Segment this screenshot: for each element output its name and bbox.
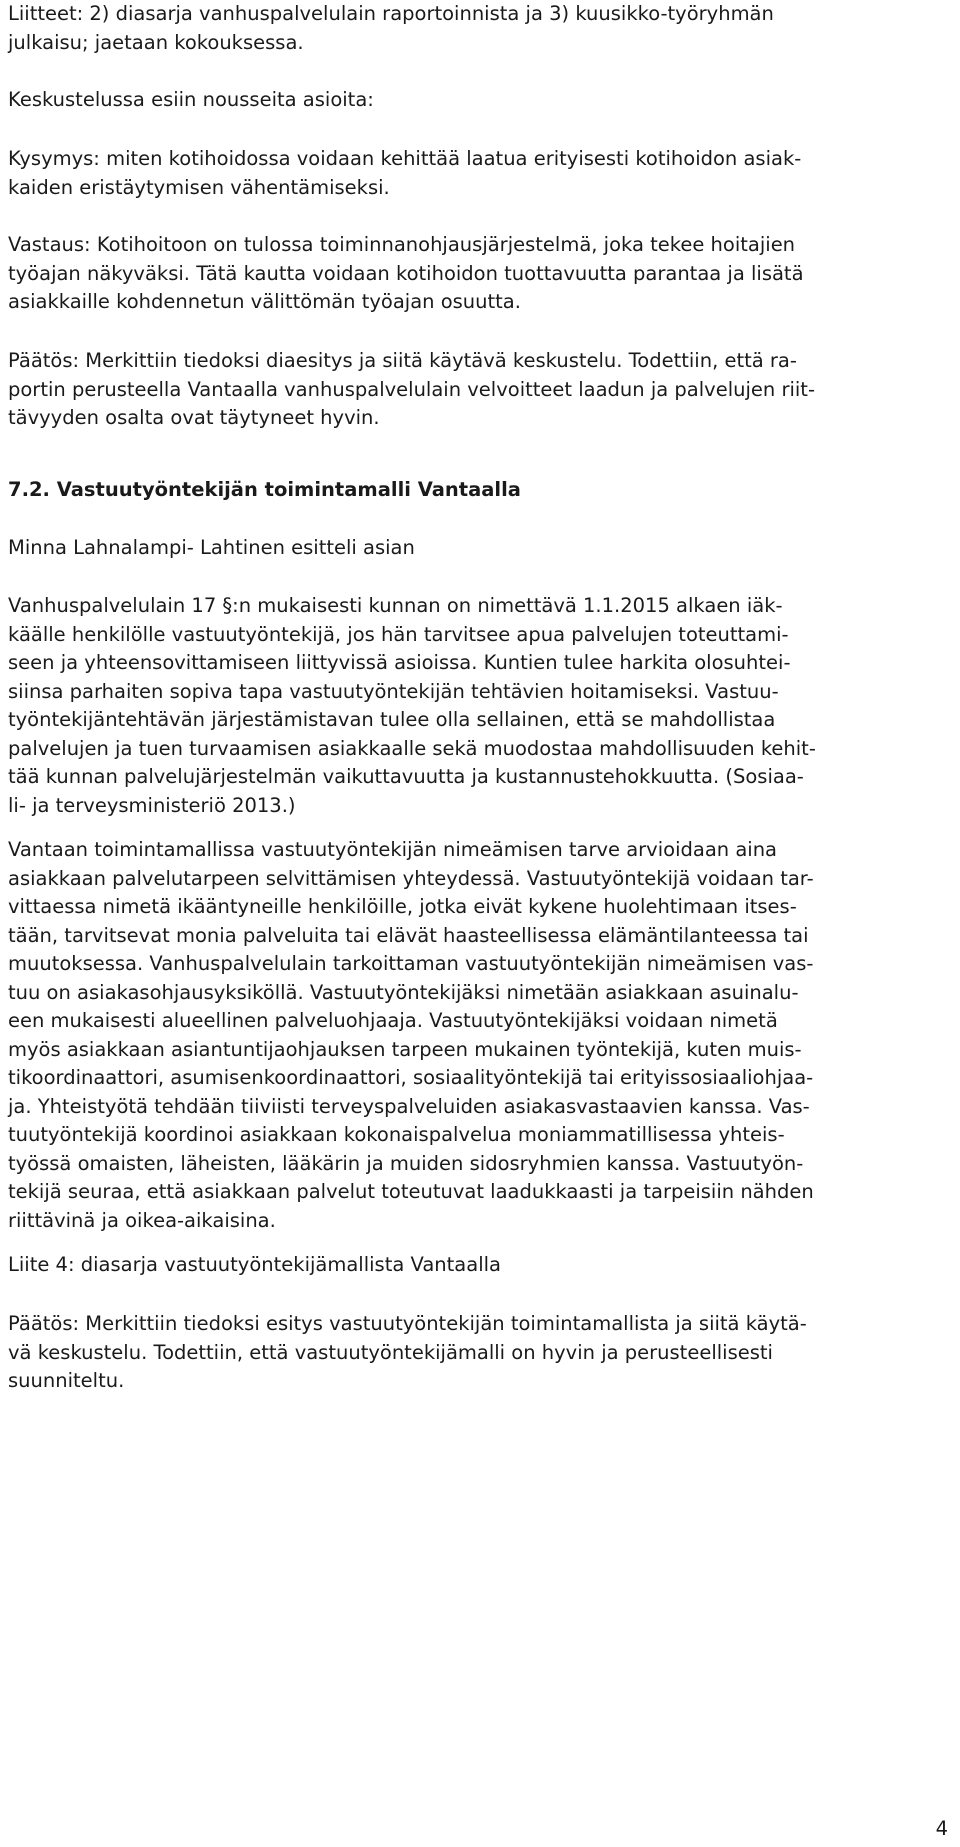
attachment-4-paragraph: [8, 1251, 501, 1280]
attachments-paragraph: [8, 0, 774, 57]
text-line: Liitteet: 2) diasarja vanhuspalvelulain raportoinnista ja 3) kuusikko-työryhmän: [8, 2, 774, 25]
law-paragraph: [8, 592, 816, 820]
text-line: een mukaisesti alueellinen palveluohjaaja. Vastuutyöntekijäksi voidaan nimetä: [8, 1009, 778, 1032]
page-number: 4: [935, 1817, 948, 1840]
text-line: suunniteltu.: [8, 1369, 125, 1392]
text-line: Päätös: Merkittiin tiedoksi diaesitys ja siitä käytävä keskustelu. Todettiin, että ra-: [8, 349, 797, 372]
presenter-paragraph: [8, 534, 415, 563]
text-line: seen ja yhteensovittamiseen liittyvissä asioissa. Kuntien tulee harkita olosuhtei-: [8, 651, 791, 674]
text-line: siinsa parhaiten sopiva tapa vastuutyöntekijän tehtävien hoitamiseksi. Vastuu-: [8, 679, 779, 703]
text-line: Päätös: Merkittiin tiedoksi esitys vastuutyöntekijän toimintamallista ja siitä käytä-: [8, 1312, 807, 1335]
question-paragraph: [8, 145, 801, 202]
text-line: asiakkaille kohdennetun välittömän työajan osuutta.: [8, 290, 521, 313]
text-line: portin perusteella Vantaalla vanhuspalvelulain velvoitteet laadun ja palvelujen riit-: [8, 377, 815, 401]
text-line: palvelujen ja tuen turvaamisen asiakkaalle sekä muodostaa mahdollisuuden kehit-: [8, 736, 816, 760]
text-line: Liite 4: diasarja vastuutyöntekijämallista Vantaalla: [8, 1253, 501, 1276]
text-line: tävyyden osalta ovat täytyneet hyvin.: [8, 406, 380, 429]
text-line: Kysymys: miten kotihoidossa voidaan kehittää laatua erityisesti kotihoidon asiak-: [8, 147, 802, 170]
text-line: riittävinä ja oikea-aikaisina.: [8, 1208, 276, 1232]
text-line: vittaessa nimetä ikääntyneille henkilöille, jotka eivät kykene huolehtimaan itses-: [8, 895, 797, 918]
text-line: Keskustelussa esiin nousseita asioita:: [8, 88, 374, 111]
text-line: työntekijäntehtävän järjestämistavan tulee olla sellainen, että se mahdollistaa: [8, 708, 776, 731]
decision-paragraph-1: [8, 347, 815, 433]
text-line: käälle henkilölle vastuutyöntekijä, jos hän tarvitsee apua palvelujen toteuttami-: [8, 622, 789, 646]
model-paragraph: [8, 836, 814, 1235]
text-line: tuu on asiakasohjausyksiköllä. Vastuutyöntekijäksi nimetään asiakkaan asuinalu-: [8, 980, 799, 1004]
text-line: Vastaus: Kotihoitoon on tulossa toiminnanohjausjärjestelmä, joka tekee hoitajien: [8, 233, 796, 256]
text-line: kaiden eristäytymisen vähentämiseksi.: [8, 175, 390, 199]
text-line: vä keskustelu. Todettiin, että vastuutyöntekijämalli on hyvin ja perusteellisesti: [8, 1340, 773, 1364]
text-line: Minna Lahnalampi- Lahtinen esitteli asian: [8, 536, 415, 559]
text-line: Vantaan toimintamallissa vastuutyöntekijän nimeämisen tarve arvioidaan aina: [8, 838, 778, 861]
text-line: ja. Yhteistyötä tehdään tiiviisti terveyspalveluiden asiakasvastaavien kanssa. Vas-: [8, 1094, 810, 1118]
answer-paragraph: [8, 231, 804, 317]
text-line: tään, tarvitsevat monia palveluita tai elävät haasteellisessa elämäntilanteessa tai: [8, 923, 809, 947]
text-line: julkaisu; jaetaan kokouksessa.: [8, 30, 304, 54]
text-line: asiakkaan palvelutarpeen selvittämisen yhteydessä. Vastuutyöntekijä voidaan tar-: [8, 866, 814, 890]
text-line: li- ja terveysministeriö 2013.): [8, 793, 296, 817]
text-line: Vanhuspalvelulain 17 §:n mukaisesti kunnan on nimettävä 1.1.2015 alkaen iäk-: [8, 594, 783, 617]
text-line: myös asiakkaan asiantuntijaohjauksen tarpeen mukainen työntekijä, kuten muis-: [8, 1037, 802, 1061]
section-heading: 7.2. Vastuutyöntekijän toimintamalli Vantaalla: [8, 478, 521, 501]
text-line: tekijä seuraa, että asiakkaan palvelut toteutuvat laadukkaasti ja tarpeisiin nähden: [8, 1180, 814, 1203]
text-line: tuutyöntekijä koordinoi asiakkaan kokonaispalvelua moniammatillisessa yhteis-: [8, 1123, 785, 1146]
text-line: muutoksessa. Vanhuspalvelulain tarkoittaman vastuutyöntekijän nimeämisen vas-: [8, 952, 814, 975]
text-line: työssä omaisten, läheisten, lääkärin ja muiden sidosryhmien kanssa. Vastuutyön-: [8, 1151, 804, 1175]
text-line: työajan näkyväksi. Tätä kautta voidaan kotihoidon tuottavuutta parantaa ja lisätä: [8, 261, 804, 285]
discussion-intro-paragraph: [8, 86, 374, 115]
text-line: tää kunnan palvelujärjestelmän vaikuttavuutta ja kustannustehokkuutta. (Sosiaa-: [8, 765, 804, 788]
decision-paragraph-2: [8, 1310, 807, 1396]
text-line: tikoordinaattori, asumisenkoordinaattori, sosiaalityöntekijä tai erityissosiaaliohjaa-: [8, 1066, 814, 1089]
